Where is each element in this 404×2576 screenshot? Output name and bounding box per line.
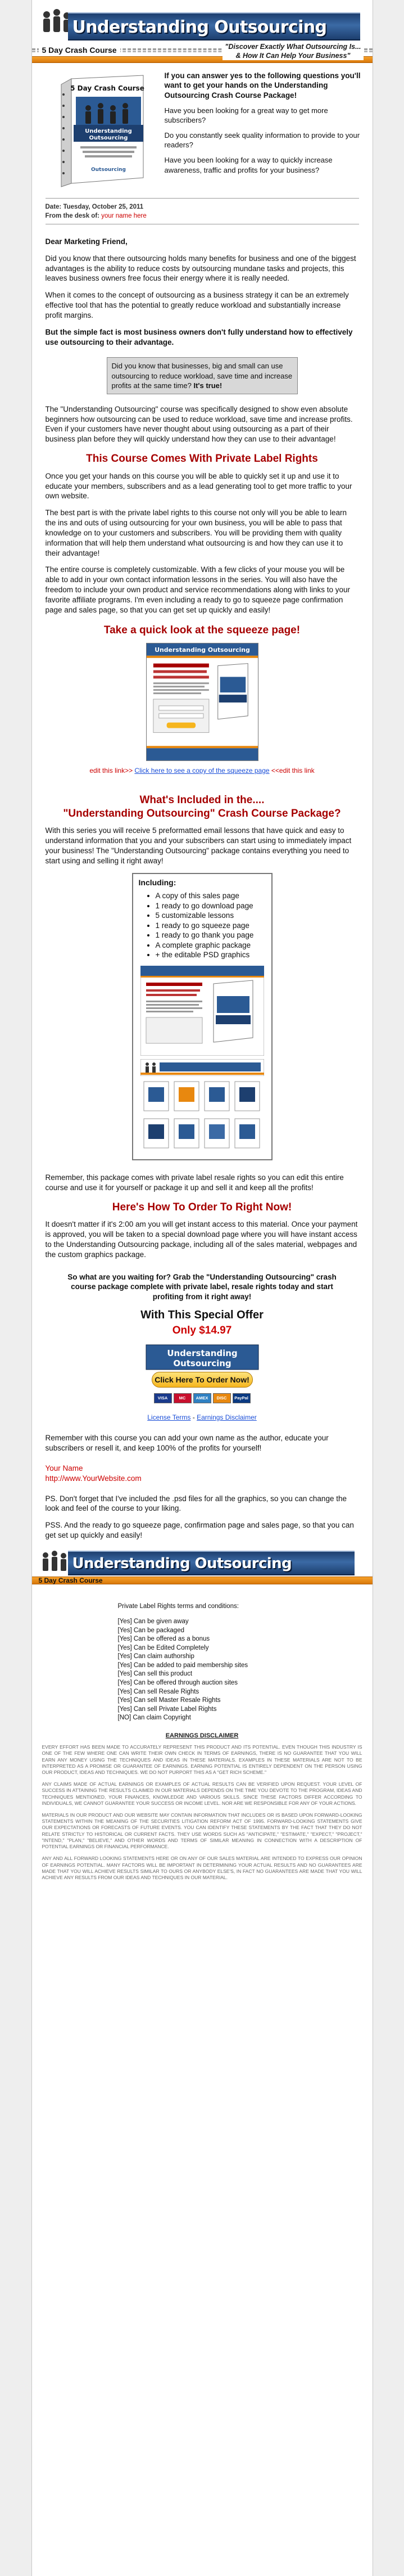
closing-paragraph-2: It doesn't matter if it's 2:00 am you will get instant access to this material. Once your payment is approved, you will be taken to a special download page where you will have instant access to the Understanding Outsourcing package, including all of the sales material, webpages and the custom graphics package. bbox=[45, 1220, 358, 1259]
disclaimer-paragraph: ANY CLAIMS MADE OF ACTUAL EARNINGS OR EXAMPLES OF ACTUAL RESULTS CAN BE VERIFIED UPON REQUEST. YOUR LEVEL OF SUCCESS IN ATTAINING THE RESULTS CLAIMED IN OUR MATERIALS DEPENDS ON THE TIME YOU DEVOTE TO THE PROGRAM, IDEAS AND TECHNIQUES MENTIONED, YOUR FINANCES, KNOWLEDGE AND VARIOUS SKILLS. SINCE THESE FACTORS DIFFER ACCORDING TO INDIVIDUALS, WE CANNOT GUARANTEE YOUR SUCCESS OR INCOME LEVEL. NOR ARE WE RESPONSIBLE FOR ANY OF YOUR ACTIONS. bbox=[42, 1781, 362, 1806]
slogan-line-2: & How It Can Help Your Business" bbox=[235, 51, 351, 60]
letter-paragraph-1: Did you know that there outsourcing holds many benefits for business and one of the biggest advantages is the ability to reduce costs by outsourcing mundane tasks and projects, this leaves business owners free focus their energy where it is really needed. bbox=[45, 254, 356, 283]
intro-text bbox=[165, 71, 361, 181]
svg-text:5 Day Crash Course: 5 Day Crash Course bbox=[70, 84, 144, 92]
letter-paragraph-4: The "Understanding Outsourcing" course was specifically designed to show even absolute beginners how outsourcing can be used to reduce workload, save time and increase profits. Even if your customers have never thought about using outsourcing as a part of their business plan before they will quickly understand how they can use to their advantage! bbox=[45, 404, 353, 444]
earnings-disclaimer-link[interactable]: Earnings Disclaimer bbox=[197, 1413, 257, 1421]
closing-paragraph-1: Remember, this package comes with private label resale rights so you can edit this entire course and use it for yourself or package it up and sell it and keep all the profits! bbox=[45, 1173, 344, 1192]
terms-item: [Yes] Can sell Resale Rights bbox=[117, 1688, 199, 1695]
paypal-icon: PayPal bbox=[233, 1393, 251, 1403]
from-name: your name here bbox=[101, 212, 147, 219]
header-logo-text: Understanding Outsourcing bbox=[72, 17, 327, 37]
letter-paragraph-7: The entire course is completely customizable. With a few clicks of your mouse you will be able to add in your own contact information lessons in the series. You will also have the freedom to include your own product and service recommendations along with links to your favorite affiliate programs. I'm even including a ready to go to squeeze page confirmation page and sales page, so that you can get set up quickly and easily! bbox=[45, 565, 351, 614]
mastercard-icon: MC bbox=[174, 1393, 192, 1403]
intro-divider bbox=[46, 198, 359, 199]
payment-cards bbox=[154, 1393, 251, 1403]
terms-item: [Yes] Can be offered as a bonus bbox=[117, 1636, 210, 1643]
icon-graphics-preview-2 bbox=[140, 1116, 264, 1150]
offer-section bbox=[46, 1308, 359, 1422]
terms-title: Private Label Rights terms and conditions: bbox=[117, 1602, 239, 1610]
license-links: License Terms - Earnings Disclaimer bbox=[147, 1413, 257, 1421]
letter-paragraph-6: The best part is with the private label rights to this course not only will you be able to learn the ins and outs of using outsourcing for your own business, you will be able to pass that knowledge on to your customers and subscribers. You will be providing them with quality information that will help them understand what outsourcing is and how they can use it to their advantage! bbox=[45, 508, 347, 557]
terms-item: [Yes] Can sell Master Resale Rights bbox=[117, 1697, 221, 1704]
site-header bbox=[32, 0, 373, 63]
ps-paragraph: PS. Don't forget that I've included the .psd files for all the graphics, so you can change the look and feel of the course to your liking. bbox=[45, 1494, 347, 1513]
footer-people-icon bbox=[37, 1548, 70, 1578]
included-list bbox=[156, 891, 266, 960]
terms-item: [Yes] Can be offered through auction sites bbox=[117, 1679, 238, 1686]
svg-text:Outsourcing: Outsourcing bbox=[89, 135, 128, 141]
intro-section bbox=[46, 71, 359, 195]
included-heading-line-1: What's Included in the.... bbox=[139, 794, 265, 806]
letter-paragraph-3: But the simple fact is most business owners don't fully understand how to effectively use outsourcing to their advantage. bbox=[45, 327, 353, 346]
included-item: • A copy of this sales page bbox=[156, 891, 266, 901]
header-logo-banner bbox=[68, 12, 360, 40]
header-course-label: 5 Day Crash Course bbox=[39, 45, 120, 55]
discover-card-icon: DISC bbox=[213, 1393, 231, 1403]
offer-title: With This Special Offer bbox=[140, 1309, 264, 1322]
highlight-box bbox=[107, 357, 298, 394]
sales-page-graphic-preview bbox=[140, 966, 264, 1056]
order-logo-graphic bbox=[135, 1341, 270, 1373]
letter-from bbox=[46, 212, 359, 221]
included-item: • 5 customizable lessons bbox=[156, 911, 266, 921]
terms-item: [Yes] Can be Edited Completely bbox=[117, 1644, 209, 1651]
header-slogan bbox=[223, 43, 363, 60]
letter-date: Date: Tuesday, October 25, 2011 bbox=[45, 204, 144, 210]
terms-item: [Yes] Can be added to paid membership sites bbox=[117, 1661, 248, 1669]
license-terms-link[interactable]: License Terms bbox=[147, 1413, 191, 1421]
order-heading: Here's How To Order To Right Now! bbox=[112, 1201, 292, 1213]
included-item: • 1 ready to go thank you page bbox=[156, 930, 266, 940]
plr-terms bbox=[118, 1602, 287, 1723]
order-button-graphic bbox=[135, 1341, 270, 1409]
amex-card-icon: AMEX bbox=[193, 1393, 211, 1403]
footer-course-label: 5 Day Crash Course bbox=[38, 1576, 103, 1584]
dateline bbox=[46, 203, 359, 220]
svg-text:Outsourcing: Outsourcing bbox=[173, 1358, 231, 1368]
included-box bbox=[132, 873, 273, 1160]
svg-text:Understanding: Understanding bbox=[84, 128, 132, 134]
included-item: • 1 ready to go squeeze page bbox=[156, 921, 266, 931]
main-content bbox=[32, 71, 373, 1541]
pss-paragraph: PSS. And the ready to go squeeze page, confirmation page and sales page, so that you can get set up quickly and easily! bbox=[45, 1521, 354, 1540]
postscript-paragraph: Remember with this course you can add your own name as the author, educate your subscribers or resell it, and keep 100% of the profits for yourself! bbox=[45, 1434, 329, 1453]
product-box-image bbox=[49, 72, 156, 190]
intro-question-1: Have you been looking for a great way to get more subscribers? bbox=[164, 106, 328, 124]
signature-name: Your Name bbox=[45, 1463, 83, 1472]
included-item: • 1 ready to go download page bbox=[156, 901, 266, 911]
squeeze-page-link[interactable]: Click here to see a copy of the squeeze page bbox=[134, 767, 270, 775]
letter-paragraph-8: With this series you will receive 5 preformatted email lessons that have quick and easy to understand information that you and your subscribers can start using to immediately impact your business! The "Understanding Outsourcing" package contains everything you need to start using and selling it right away! bbox=[45, 826, 352, 865]
letter-paragraph-5: Once you get your hands on this course you will be able to quickly set it up and use it to educate your members, subscribers and as a lead generating tool to get more traffic to your own website. bbox=[45, 471, 352, 501]
squeeze-heading: Take a quick look at the squeeze page! bbox=[103, 624, 301, 637]
squeeze-link-prefix: edit this link>> bbox=[89, 767, 135, 775]
squeeze-page-preview bbox=[146, 643, 258, 761]
intro-question-2: Do you constantly seek quality information to provide to your readers? bbox=[164, 131, 360, 150]
letter-paragraph-2: When it comes to the concept of outsourcing as a business strategy it can be an extremely effective tool that has the potential to greatly reduce workload and substantially increase profit margins. bbox=[45, 291, 349, 319]
order-now-button[interactable]: Click Here To Order Now! bbox=[152, 1372, 253, 1388]
salutation: Dear Marketing Friend, bbox=[45, 237, 128, 246]
site-footer bbox=[32, 1547, 373, 1583]
squeeze-link-row bbox=[46, 767, 359, 776]
intro-headline: If you can answer yes to the following questions you'll want to get your hands on the Understanding Outsourcing Crash Course Package! bbox=[164, 71, 361, 100]
signature bbox=[46, 1463, 359, 1484]
terms-item: [Yes] Can be given away bbox=[117, 1618, 189, 1625]
terms-item: [Yes] Can claim authorship bbox=[117, 1653, 194, 1660]
icon-graphics-preview-1 bbox=[140, 1079, 264, 1113]
svg-text:Understanding Outsourcing: Understanding Outsourcing bbox=[154, 646, 250, 654]
sales-page bbox=[31, 0, 373, 2576]
closing-paragraph-3: So what are you waiting for? Grab the "Understanding Outsourcing" crash course package complete with private label, resale rights today and start profiting from it right away! bbox=[67, 1272, 337, 1301]
offer-price: Only $14.97 bbox=[172, 1325, 232, 1337]
intro-question-3: Have you been looking for a way to quickly increase awareness, traffic and profits for your business? bbox=[164, 156, 333, 174]
included-heading-line-2: "Understanding Outsourcing" Crash Course Package? bbox=[63, 807, 341, 819]
included-item: • A complete graphic package bbox=[156, 940, 266, 951]
signature-website-link[interactable]: http://www.YourWebsite.com bbox=[45, 1474, 142, 1483]
visa-card-icon: VISA bbox=[154, 1393, 172, 1403]
banner-graphic-preview bbox=[140, 1059, 264, 1076]
terms-item: [Yes] Can sell Private Label Rights bbox=[117, 1705, 217, 1713]
squeeze-link-suffix: <<edit this link bbox=[269, 767, 315, 775]
included-heading bbox=[46, 794, 359, 821]
terms-item: [Yes] Can sell this product bbox=[117, 1670, 193, 1678]
disclaimer-paragraph: EVERY EFFORT HAS BEEN MADE TO ACCURATELY REPRESENT THIS PRODUCT AND ITS POTENTIAL. EVEN THOUGH THIS INDUSTRY IS ONE OF THE FEW WHERE ONE CAN WRITE THEIR OWN CHECK IN TERMS OF EARNINGS, THERE IS NO GUARANTEE THAT YOU WILL EARN ANY MONEY USING THE TECHNIQUES AND IDEAS IN THESE MATERIALS. EXAMPLES IN THESE MATERIALS ARE NOT TO BE INTERPRETED AS A PROMISE OR GUARANTEE OF EARNINGS. EARNING POTENTIAL IS ENTIRELY DEPENDENT ON THE PERSON USING OUR PRODUCT, IDEAS AND TECHNIQUES. WE DO NOT PURPORT THIS AS A "GET RICH SCHEME." bbox=[42, 1744, 362, 1775]
footer-logo-text: Understanding Outsourcing bbox=[72, 1555, 292, 1572]
terms-item: [NO] Can claim Copyright bbox=[117, 1714, 191, 1722]
included-item: • + the editable PSD graphics bbox=[156, 950, 266, 960]
disclaimer-paragraph: MATERIALS IN OUR PRODUCT AND OUR WEBSITE MAY CONTAIN INFORMATION THAT INCLUDES OR IS BASED UPON FORWARD-LOOKING STATEMENTS WITHIN THE MEANING OF THE SECURITIES LITIGATION REFORM ACT OF 1995. FORWARD-LOOKING STATEMENTS GIVE OUR EXPECTATIONS OR FORECASTS OF FUTURE EVENTS. YOU CAN IDENTIFY THESE STATEMENTS BY THE FACT THAT THEY DO NOT RELATE STRICTLY TO HISTORICAL OR CURRENT FACTS. THEY USE WORDS SUCH AS "ANTICIPATE," "ESTIMATE," "EXPECT," "PROJECT," "INTEND," "PLAN," "BELIEVE," AND OTHER WORDS AND TERMS OF SIMILAR MEANING IN CONNECTION WITH A DESCRIPTION OF POTENTIAL EARNINGS OR FINANCIAL PERFORMANCE. bbox=[42, 1812, 362, 1850]
svg-text:Understanding: Understanding bbox=[166, 1348, 238, 1358]
plr-heading: This Course Comes With Private Label Rights bbox=[86, 453, 318, 465]
disclaimer-paragraph: ANY AND ALL FORWARD LOOKING STATEMENTS HERE OR ON ANY OF OUR SALES MATERIAL ARE INTENDED TO EXPRESS OUR OPINION OF EARNINGS POTENTIAL. MANY FACTORS WILL BE IMPORTANT IN DETERMINING YOUR ACTUAL RESULTS AND NO GUARANTEES ARE MADE THAT YOU WILL ACHIEVE RESULTS SIMILAR TO OURS OR ANYBODY ELSE'S, IN FACT NO GUARANTEES ARE MADE THAT YOU WILL ACHIEVE ANY RESULTS FROM OUR IDEAS AND TECHNIQUES IN OUR MATERIAL. bbox=[42, 1856, 362, 1881]
footer-logo-banner bbox=[68, 1551, 355, 1575]
svg-text:Outsourcing: Outsourcing bbox=[90, 167, 126, 173]
highlight-emphasis: It's true! bbox=[193, 381, 223, 390]
terms-item: [Yes] Can be packaged bbox=[117, 1627, 184, 1634]
earnings-disclaimer-title: EARNINGS DISCLAIMER bbox=[165, 1732, 239, 1739]
highlight-text: Did you know that businesses, big and small can use outsourcing to reduce workload, save time and increase profits at the same time? bbox=[111, 362, 293, 390]
from-prefix: From the desk of: bbox=[45, 212, 102, 219]
slogan-line-1: "Discover Exactly What Outsourcing Is... bbox=[225, 43, 361, 51]
included-title: Including: bbox=[138, 877, 176, 887]
